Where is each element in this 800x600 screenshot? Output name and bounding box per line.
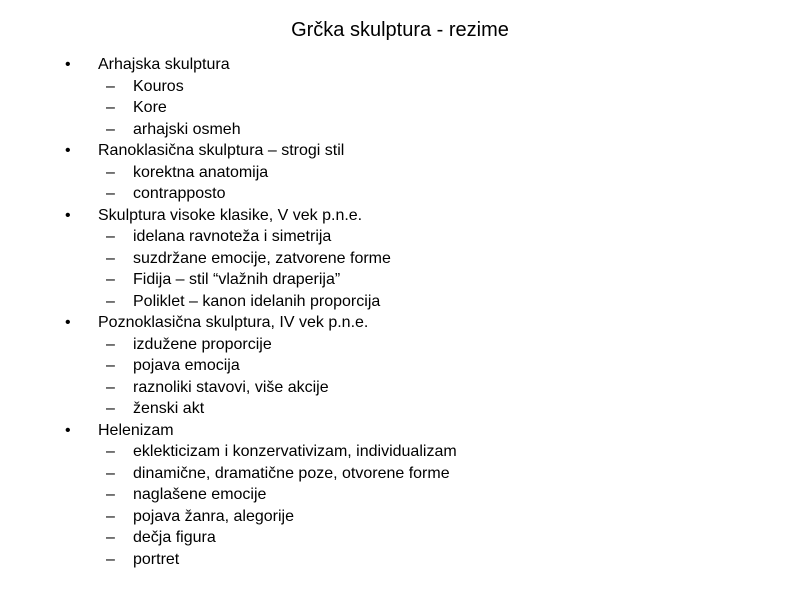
section-label: Arhajska skulptura [98, 56, 230, 73]
sub-item-text: Kore [133, 99, 167, 116]
sub-item-text: izdužene proporcije [133, 335, 272, 353]
sub-item-text: portret [133, 550, 180, 568]
sub-item-text: ženski akt [133, 400, 205, 417]
dash-marker: – [106, 228, 115, 245]
bullet-marker: • [65, 206, 71, 224]
sub-item-text: dečja figura [133, 529, 216, 546]
sub-item-text: arhajski osmeh [133, 120, 241, 138]
dash-marker: – [106, 163, 115, 181]
bullet-marker: • [65, 56, 71, 73]
bullet-marker: • [65, 314, 71, 331]
sub-item-text: Kouros [133, 77, 184, 95]
dash-marker: – [106, 464, 115, 482]
sub-item-text: pojava žanra, alegorije [133, 507, 294, 525]
dash-marker: – [106, 378, 115, 396]
dash-marker: – [106, 249, 115, 267]
dash-marker: – [106, 271, 115, 288]
dash-marker: – [106, 357, 115, 374]
dash-marker: – [106, 529, 115, 546]
dash-marker: – [106, 335, 115, 353]
sub-item-text: naglašene emocije [133, 486, 267, 503]
sub-item-text: contrapposto [133, 185, 226, 202]
sub-item-text: Fidija – stil “vlažnih draperija” [133, 271, 341, 288]
dash-marker: – [106, 550, 115, 568]
sub-item-text: Poliklet – kanon idelanih proporcija [133, 292, 381, 310]
bullet-marker: • [65, 142, 71, 159]
dash-marker: – [106, 120, 115, 138]
section-label: Ranoklasična skulptura – strogi stil [98, 142, 345, 159]
dash-marker: – [106, 400, 115, 417]
dash-marker: – [106, 486, 115, 503]
section-label: Skulptura visoke klasike, V vek p.n.e. [98, 206, 363, 224]
sub-item-text: raznoliki stavovi, više akcije [133, 378, 329, 396]
dash-marker: – [106, 185, 115, 202]
section-label: Poznoklasična skulptura, IV vek p.n.e. [98, 314, 369, 331]
dash-marker: – [106, 507, 115, 525]
dash-marker: – [106, 77, 115, 95]
dash-marker: – [106, 292, 115, 310]
dash-marker: – [106, 99, 115, 116]
sub-item-text: korektna anatomija [133, 163, 269, 181]
sub-item-text: idelana ravnoteža i simetrija [133, 228, 332, 245]
sub-item-text: dinamične, dramatične poze, otvorene forme [133, 464, 450, 482]
bullet-marker: • [65, 421, 71, 439]
slide-title: Grčka skulptura - rezime [291, 19, 509, 41]
sub-item-text: eklekticizam i konzervativizam, individualizam [133, 443, 457, 460]
sub-item-text: suzdržane emocije, zatvorene forme [133, 249, 391, 267]
sub-item-text: pojava emocija [133, 357, 240, 374]
section-label: Helenizam [98, 421, 174, 439]
dash-marker: – [106, 443, 115, 460]
